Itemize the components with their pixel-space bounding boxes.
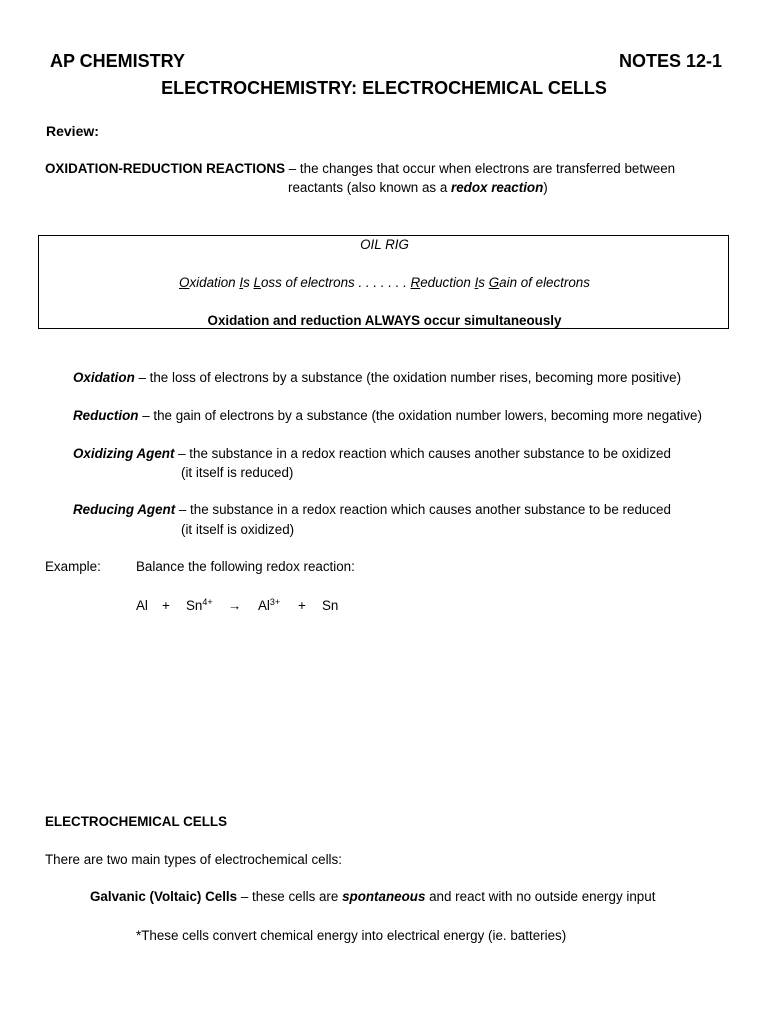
mnemonic-s2: s (478, 275, 489, 290)
oil-rig-mnemonic (39, 275, 730, 290)
definition-term: Oxidation (73, 370, 135, 385)
definition-term: Reduction (73, 408, 139, 423)
galvanic-cells-definition (90, 889, 655, 904)
plus-sign: + (298, 598, 306, 613)
redox-term: OXIDATION-REDUCTION REACTIONS (45, 161, 286, 176)
oil-rig-title: OIL RIG (360, 237, 409, 252)
redox-def-post: ) (543, 180, 548, 195)
definition-text: – the gain of electrons by a substance (the oxidation number lowers, becoming more negative) (138, 408, 702, 423)
mnemonic-i2: I (474, 275, 479, 290)
definition-text: – the loss of electrons by a substance (the oxidation number rises, becoming more positive) (134, 370, 682, 385)
definition-term: Oxidizing Agent (73, 446, 175, 461)
definition-oxidation (73, 370, 681, 385)
product-al (258, 598, 280, 613)
course-title: AP CHEMISTRY (50, 51, 186, 71)
galvanic-cells-note: *These cells convert chemical energy into electrical energy (ie. batteries) (136, 928, 567, 943)
galvanic-spontaneous: spontaneous (342, 889, 426, 904)
review-heading: Review: (46, 123, 99, 139)
oil-rig-box (38, 235, 729, 329)
definition-reducing-agent (73, 502, 671, 517)
product-al-symbol: Al (258, 598, 270, 613)
reactant-sn (186, 598, 213, 613)
product-al-charge: 3+ (269, 597, 281, 607)
mnemonic-l: L (253, 275, 261, 290)
galvanic-post: and react with no outside energy input (425, 889, 656, 904)
redox-definition-text: – the changes that occur when electrons are transferred between (285, 161, 676, 176)
redox-def-pre: reactants (also known as a (288, 180, 452, 195)
mnemonic-i1: I (239, 275, 244, 290)
notes-number: NOTES 12-1 (618, 51, 722, 71)
mnemonic-ain: ain of electrons (499, 275, 590, 290)
galvanic-pre: – these cells are (237, 889, 343, 904)
electrochemical-cells-heading: ELECTROCHEMICAL CELLS (45, 814, 228, 829)
reactant-al: Al (136, 598, 148, 613)
mnemonic-r: R (410, 275, 421, 290)
definition-oxidizing-agent (73, 446, 671, 461)
redox-reaction-term: redox reaction (451, 180, 544, 195)
oil-rig-statement: Oxidation and reduction ALWAYS occur simultaneously (207, 313, 562, 328)
definition-text: – the substance in a redox reaction which causes another substance to be reduced (175, 502, 671, 517)
mnemonic-oss: oss of electrons . . . . . . . (260, 275, 411, 290)
mnemonic-xidation: xidation (189, 275, 240, 290)
example-instruction: Balance the following redox reaction: (136, 559, 355, 574)
definition-reduction (73, 408, 702, 423)
reactant-sn-charge: 4+ (202, 597, 213, 607)
reactant-sn-symbol: Sn (186, 598, 203, 613)
mnemonic-g: G (488, 275, 500, 290)
definition-term: Reducing Agent (73, 502, 176, 517)
plus-sign: + (162, 598, 170, 613)
page-title: ELECTROCHEMISTRY: ELECTROCHEMICAL CELLS (161, 78, 607, 98)
redox-definition-line2 (288, 180, 548, 195)
redox-definition-line1 (45, 161, 675, 176)
mnemonic-eduction: eduction (420, 275, 475, 290)
product-sn: Sn (322, 598, 339, 613)
mnemonic-o: O (179, 275, 190, 290)
cells-intro: There are two main types of electrochemical cells: (45, 852, 342, 867)
mnemonic-s1: s (243, 275, 254, 290)
definition-text: – the substance in a redox reaction which causes another substance to be oxidized (174, 446, 671, 461)
galvanic-term: Galvanic (Voltaic) Cells (90, 889, 238, 904)
reaction-arrow: → (228, 598, 242, 613)
example-label: Example: (45, 559, 101, 574)
definition-reducing-agent-note: (it itself is oxidized) (181, 522, 295, 537)
definition-oxidizing-agent-note: (it itself is reduced) (181, 465, 294, 480)
